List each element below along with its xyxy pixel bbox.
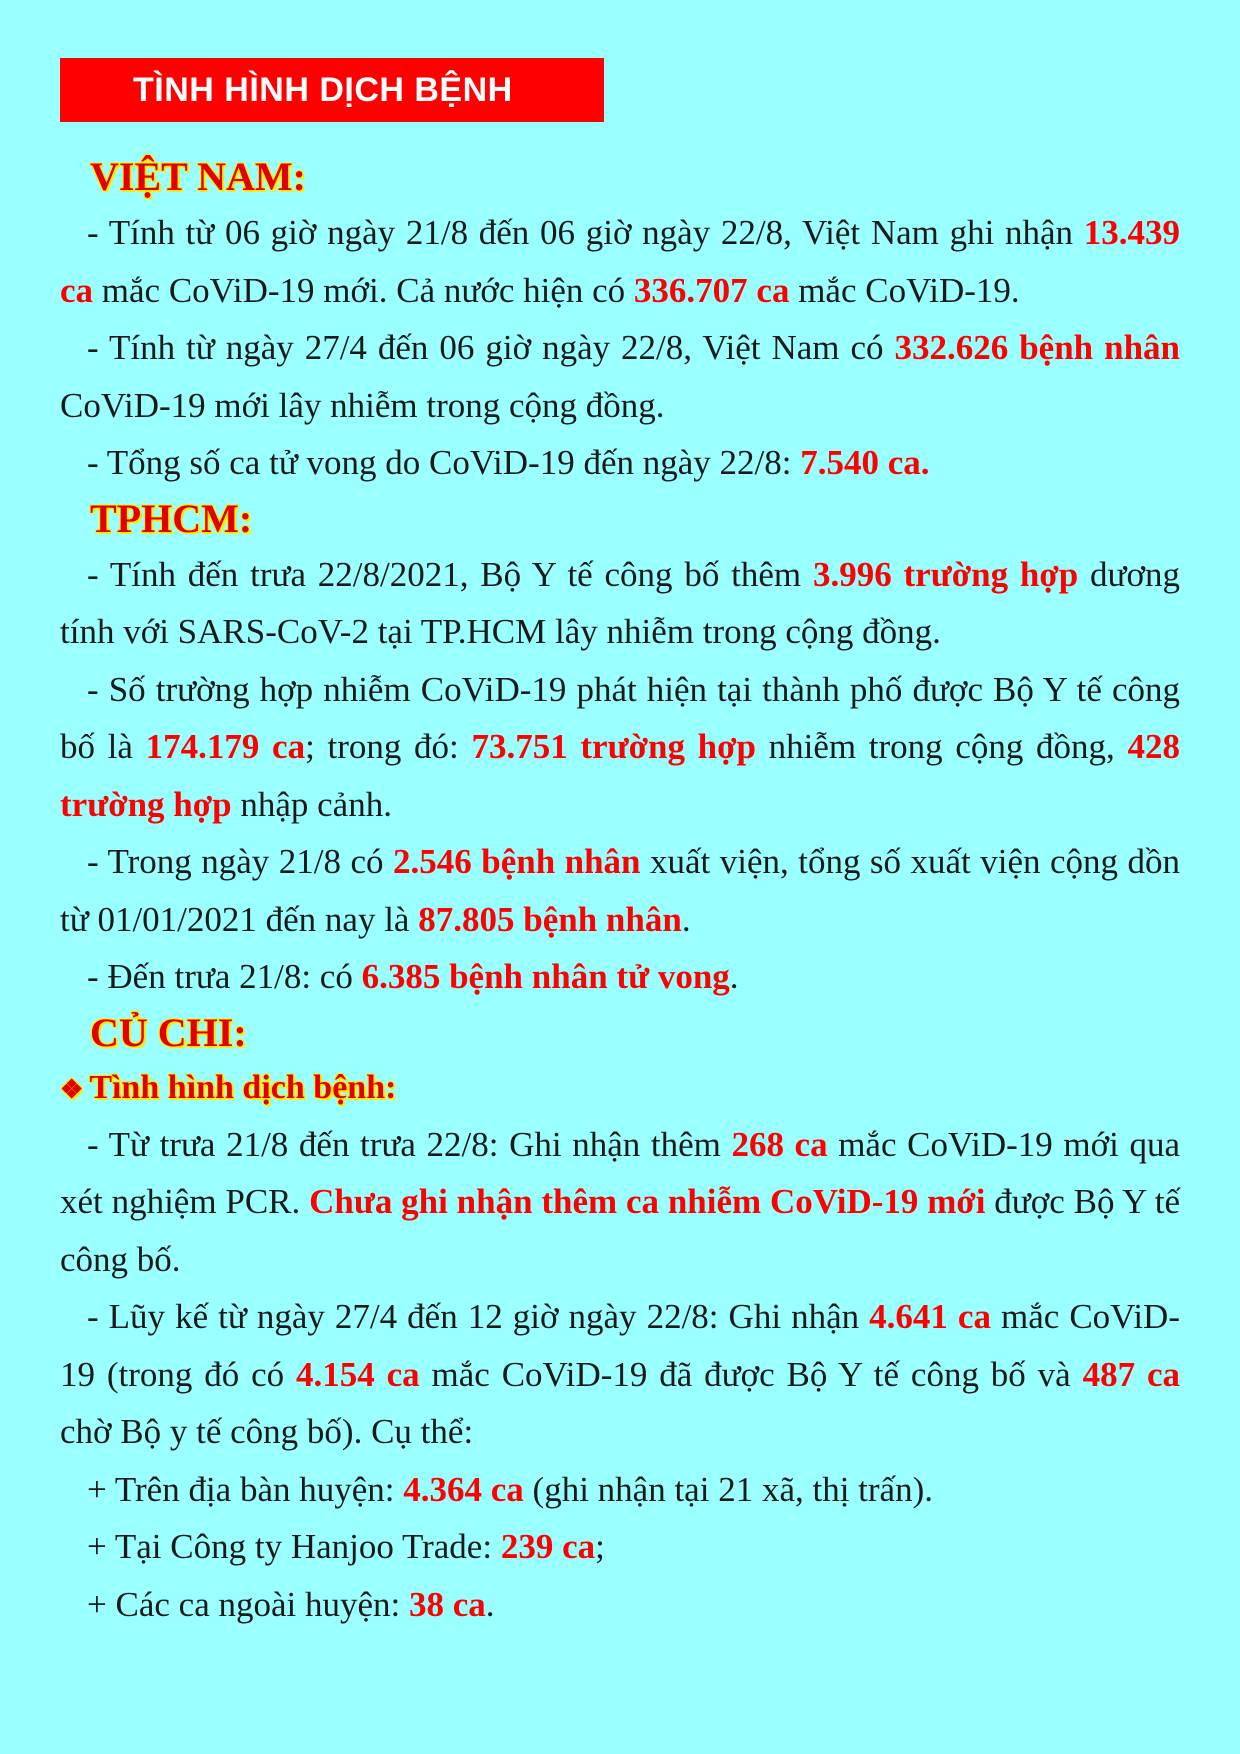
tphcm-paragraph-1 (60, 546, 1180, 661)
cuchi-list-item-outside (60, 1576, 1180, 1634)
text: - Tính từ ngày 27/4 đến 06 giờ ngày 22/8, Việt Nam có (87, 328, 895, 367)
text: - Lũy kế từ ngày 27/4 đến 12 giờ ngày 22/8: Ghi nhận (87, 1297, 870, 1336)
text: - Tính từ 06 giờ ngày 21/8 đến 06 giờ ngày 22/8, Việt Nam ghi nhận (87, 213, 1084, 252)
text: - Tính đến trưa 22/8/2021, Bộ Y tế công bố thêm (87, 554, 813, 594)
text: mắc CoViD-19. (789, 270, 1020, 310)
highlight-number: 428 trường hợp (60, 727, 1180, 824)
text: . (485, 1584, 495, 1624)
text: - Đến trưa 21/8: có (87, 957, 362, 996)
text: CoViD-19 mới lây nhiễm trong cộng đồng. (60, 385, 665, 425)
cuchi-list-item-district (60, 1461, 1180, 1519)
text: mắc CoViD-19 mới qua xét nghiệm PCR. (60, 1124, 1180, 1221)
vietnam-paragraph-2 (60, 319, 1180, 434)
highlight-number: 7.540 ca. (800, 443, 930, 482)
text: ; trong đó: (305, 727, 472, 766)
highlight-number: 239 ca (500, 1527, 596, 1566)
subheading-epidemic-situation (60, 1060, 1180, 1116)
subheading-label: Tình hình dịch bệnh: (89, 1068, 397, 1106)
cuchi-paragraph-1 (60, 1116, 1180, 1289)
text: (ghi nhận tại 21 xã, thị trấn). (523, 1469, 933, 1509)
text: + Tại Công ty Hanjoo Trade: (87, 1527, 501, 1566)
text: xuất viện, tổng số xuất viện cộng dồn từ 01/01/2021 đến nay là (60, 842, 1180, 939)
highlight-number: 3.996 trường hợp (812, 554, 1079, 594)
text: mắc CoViD-19 đã được Bộ Y tế công bố và (419, 1354, 1083, 1394)
highlight-number: 38 ca (409, 1584, 486, 1624)
highlight-number: 336.707 ca (633, 270, 790, 310)
section-heading-tphcm: TPHCM: (90, 495, 253, 541)
cuchi-list-item-company (60, 1518, 1180, 1576)
text: + Trên địa bàn huyện: (87, 1469, 404, 1509)
highlight-number: 487 ca (1082, 1354, 1180, 1394)
text: - Từ trưa 21/8 đến trưa 22/8: Ghi nhận thêm (87, 1124, 732, 1164)
highlight-number: 73.751 trường hợp (471, 727, 756, 766)
section-heading-cuchi: CỦ CHI: (90, 1009, 247, 1055)
highlight-number: 4.364 ca (403, 1469, 524, 1509)
vietnam-paragraph-1 (60, 204, 1180, 319)
text: mắc CoViD-19 (trong đó có (60, 1297, 1180, 1394)
text: ; (595, 1527, 605, 1566)
highlight-number: 174.179 ca (145, 727, 306, 766)
page-title-banner (60, 58, 604, 122)
tphcm-paragraph-3 (60, 833, 1180, 948)
text: dương tính với SARS-CoV-2 tại TP.HCM lây nhiễm trong cộng đồng. (60, 554, 1180, 651)
text: nhập cảnh. (231, 784, 392, 824)
highlight-number: 13.439 ca (60, 213, 1180, 310)
text: - Trong ngày 21/8 có (87, 842, 393, 881)
text: . (681, 899, 691, 939)
text: mắc CoViD-19 mới. Cả nước hiện có (93, 270, 634, 310)
text: . (729, 957, 739, 996)
highlight-text: Chưa ghi nhận thêm ca nhiễm CoViD-19 mới (309, 1182, 986, 1221)
highlight-number: 268 ca (731, 1124, 828, 1164)
highlight-number: 87.805 bệnh nhân (418, 899, 682, 939)
tphcm-paragraph-2 (60, 661, 1180, 834)
page-title: TÌNH HÌNH DỊCH BỆNH (133, 71, 513, 109)
text: nhiễm trong cộng đồng, (755, 727, 1128, 766)
diamond-bullet-icon: ❖ (60, 1074, 84, 1104)
text: chờ Bộ y tế công bố). Cụ thể: (60, 1412, 474, 1451)
vietnam-paragraph-3 (60, 434, 1180, 492)
text: - Tổng số ca tử vong do CoViD-19 đến ngày 22/8: (87, 443, 801, 482)
text: + Các ca ngoài huyện: (87, 1584, 409, 1624)
cuchi-paragraph-2 (60, 1288, 1180, 1461)
tphcm-paragraph-4 (60, 948, 1180, 1006)
article-body (60, 150, 1180, 1633)
highlight-number: 332.626 bệnh nhân (894, 328, 1181, 367)
highlight-number: 6.385 bệnh nhân tử vong (361, 957, 730, 996)
highlight-number: 4.641 ca (869, 1297, 991, 1336)
highlight-number: 4.154 ca (296, 1354, 420, 1394)
highlight-number: 2.546 bệnh nhân (393, 842, 641, 881)
text: - Số trường hợp nhiễm CoViD-19 phát hiện tại thành phố được Bộ Y tế công bố là (60, 669, 1180, 766)
text: được Bộ Y tế công bố. (60, 1182, 1181, 1279)
section-heading-vietnam: VIỆT NAM: (90, 154, 306, 199)
